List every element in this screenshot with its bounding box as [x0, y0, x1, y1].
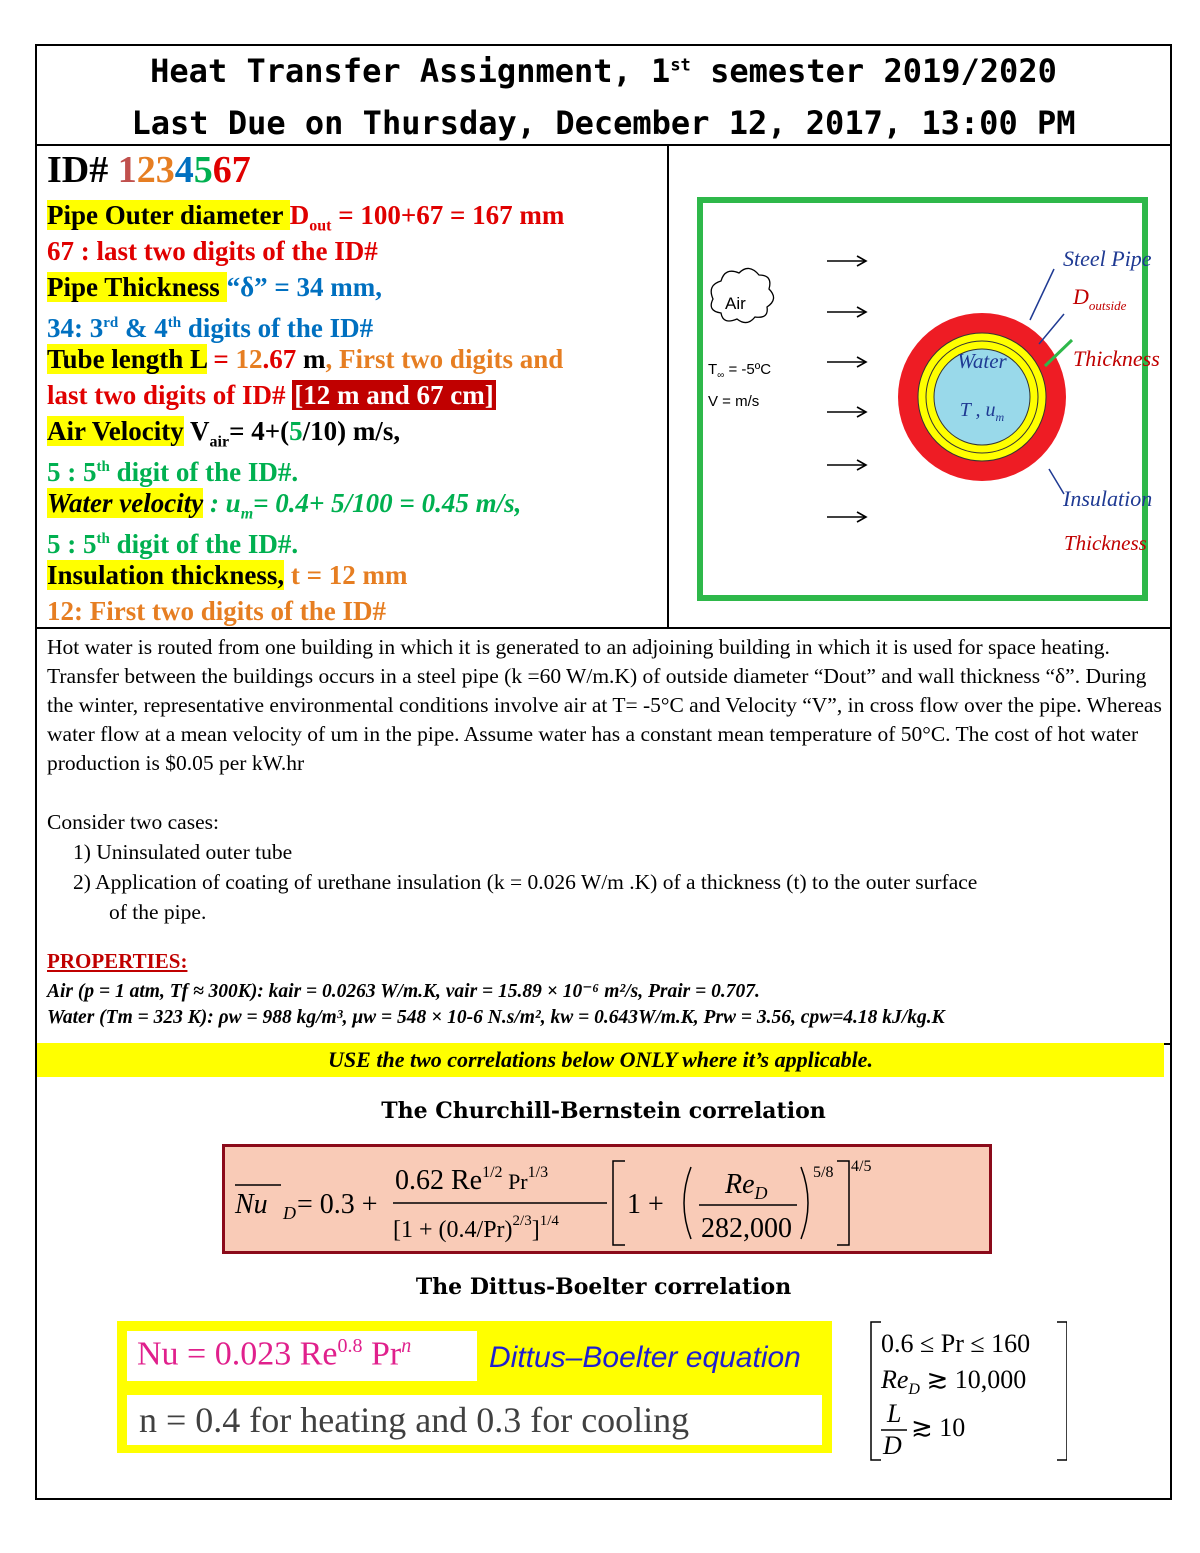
id-digit: 6: [212, 149, 232, 191]
thickness-note: 34: 3rd & 4th digits of the ID#: [47, 313, 374, 343]
header: [37, 46, 1170, 146]
tube-length-note: last two digits of ID# [12 m and 67 cm]: [47, 380, 494, 410]
d-outside-label: $D_{outside}$: [1073, 284, 1127, 313]
air-velocity-line: Air Velocity $V_{air}= 4+(5/10)$ m/s,: [47, 416, 401, 451]
id-digits: [118, 149, 251, 191]
id-digit: 1: [117, 149, 137, 191]
thickness-line: Pipe Thickness “δ” = 34 mm,: [47, 272, 382, 302]
id-digit: 4: [174, 149, 194, 191]
t-infinity-label: $T_\infty$ = -5ºC: [708, 361, 772, 381]
water-velocity-note: 5 : 5th digit of the ID#.: [47, 529, 299, 559]
cases-list: Consider two cases: 1) Uninsulated outer tube 2) Application of coating of urethane insulation (k = 0.026 W/m .K) of a thickness (t) to the outer surface of the pipe.: [47, 810, 978, 924]
dittus-boelter-n-rule: n = 0.4 for heating and 0.3 for cooling: [139, 1400, 690, 1440]
id-digit: 7: [231, 149, 251, 191]
svg-text:Air: Air: [725, 294, 746, 313]
problem-statement: [37, 627, 1170, 1045]
flow-arrows: [827, 256, 866, 522]
dittus-boelter-formula: Nu = 0.023 $Re^{0.8}$ Pr$^n$: [137, 1335, 412, 1373]
svg-text:[1 + (0.4/Pr)2/3]1/4: $[1 + (0.4/Pr)^{2/3}]^{1/4}$: [393, 1213, 559, 1243]
svg-text:Steel Pipe: Steel Pipe: [1063, 246, 1152, 271]
svg-text:ReD ≳ 10,000: $Re_D$ ≳ 10,000: [881, 1365, 1027, 1398]
dittus-boelter-conditions: [867, 1318, 1067, 1464]
pipe-diagram-panel: [669, 144, 1170, 627]
svg-text:Nu: Nu: [235, 1189, 268, 1220]
insulation-note: 12: First two digits of the ID#: [47, 596, 386, 626]
svg-text:= 0.3 +: = 0.3 +: [297, 1189, 378, 1220]
tube-length-box: [12 m and 67 cm]: [294, 380, 494, 410]
svg-text:Water: Water: [957, 349, 1007, 373]
outer-diameter-note: 67 : last two digits of the ID#: [47, 236, 378, 266]
svg-text:282,000: 282,000: [701, 1213, 792, 1244]
svg-text:1 +: 1 +: [627, 1189, 664, 1220]
outer-diameter-line: Pipe Outer diameter $D_{out} = 100+67 = 167$ mm: [47, 200, 565, 235]
use-correlations-note: USE the two correlations below ONLY where it’s applicable.: [37, 1043, 1164, 1077]
water-properties: Water (Tm = 323 K): ρw = 988 kg/m³, μw = 548 × 10-6 N.s/m², kw = 0.643W/m.K, Prw = 3.56, cpw=4.18 kJ/kg.K: [47, 1007, 945, 1028]
water-t-um-label: T , $u_m$: [959, 399, 1005, 424]
svg-text:5/8: 5/8: [813, 1164, 834, 1181]
tube-length-line: Tube length L = 12.67 m, First two digits and: [47, 344, 564, 374]
svg-text:Insulation: Insulation: [1063, 486, 1153, 511]
id-digit: 3: [155, 149, 175, 191]
churchill-bernstein-equation: [222, 1144, 992, 1254]
svg-text:D: D: [883, 1431, 902, 1460]
water-velocity-line: Water velocity : $u_m= 0.4+ 5/100 = 0.45$ m/s,: [47, 488, 522, 523]
svg-text:Thickness: Thickness: [1064, 531, 1147, 555]
header-due-date: Last Due on Thursday, December 12, 2017, 13:00 PM: [131, 104, 1076, 142]
problem-paragraph: Hot water is routed from one building in which it is generated to an adjoining building in which it is used for space heating. Transfer between the buildings occurs in a steel pipe (k =60 W/m.K) of outside diameter “Dout” and wall thickness “δ”. During the winter, representative environmental conditions involve air at T= -5°C and Velocity “V”, in cross flow over the pipe. Whereas water flow at a mean velocity of um in the pipe. Assume water has a constant mean temperature of 50°C. The cost of hot water production is $0.05 per kW.hr: [47, 635, 1162, 775]
svg-text:0.62 Re1/2 Pr1/3: 0.62 $Re^{1/2}$ $_{Pr}^{1/3}$: [395, 1164, 549, 1196]
pipe-cross-section-diagram: [669, 144, 1170, 627]
svg-text:4/5: 4/5: [851, 1158, 872, 1175]
dittus-boelter-equation: [117, 1321, 832, 1453]
svg-text:0.6 ≤ Pr ≤ 160: 0.6 ≤ Pr ≤ 160: [881, 1329, 1031, 1358]
properties-title: PROPERTIES:: [47, 949, 188, 973]
air-properties: Air (p = 1 atm, Tf ≈ 300K): kair = 0.0263 W/m.K, νair = 15.89 × 10⁻⁶ m²/s, Prair = 0.707.: [47, 981, 760, 1002]
dittus-boelter-name: Dittus–Boelter equation: [489, 1341, 801, 1374]
id-digit: 5: [193, 149, 213, 191]
id-digit: 2: [136, 149, 156, 191]
svg-text:V = m/s: V = m/s: [708, 393, 760, 410]
svg-text:Thickness: Thickness: [1073, 346, 1160, 371]
svg-text:D: D: [283, 1203, 296, 1223]
header-title: Heat Transfer Assignment, 1st semester 2019/2020: [150, 52, 1057, 90]
dittus-boelter-title: The Dittus-Boelter correlation: [415, 1274, 792, 1300]
churchill-bernstein-title: The Churchill-Bernstein correlation: [381, 1098, 826, 1124]
student-id: ID# 1234567: [47, 149, 251, 191]
assignment-sheet: [35, 44, 1172, 1500]
svg-text:≳ 10: ≳ 10: [911, 1413, 966, 1442]
given-values-panel: [37, 144, 669, 627]
air-velocity-note: 5 : 5th digit of the ID#.: [47, 457, 299, 487]
insulation-line: Insulation thickness, t = 12 mm: [47, 560, 408, 590]
svg-text:L: L: [887, 1399, 902, 1428]
svg-text:ReD: $Re_D$: [725, 1169, 768, 1203]
